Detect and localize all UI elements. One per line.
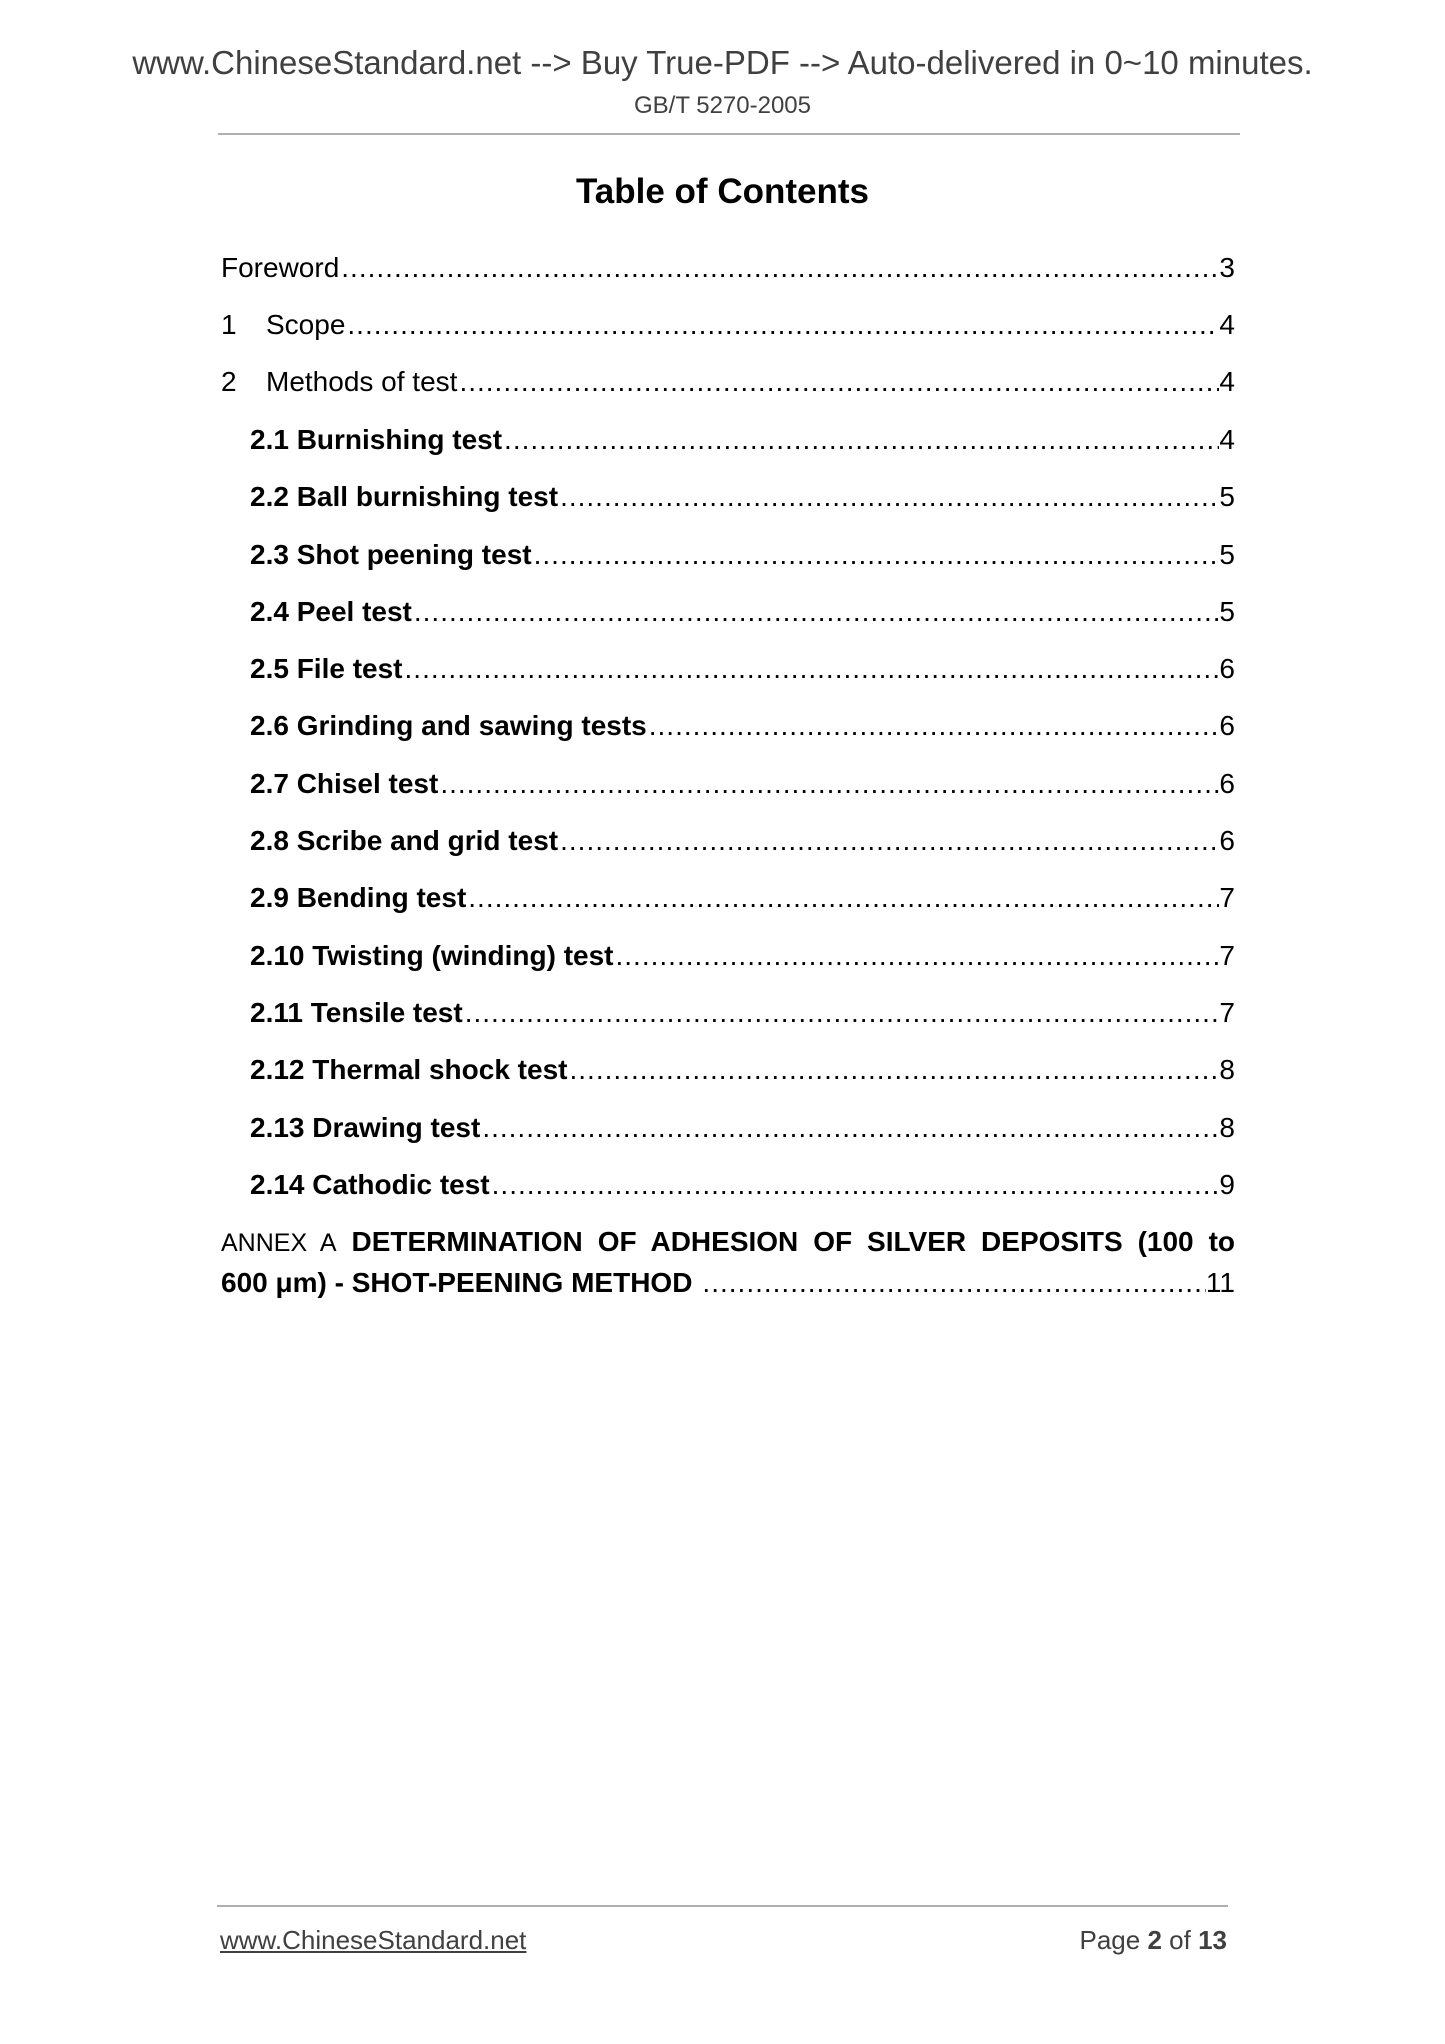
annex-title-line2: 600 μm) - SHOT-PEENING METHOD xyxy=(221,1267,693,1298)
toc-entry-label: 2.3 Shot peening test xyxy=(250,538,532,570)
footer-divider xyxy=(217,1905,1228,1907)
toc-entry-number: 2 xyxy=(221,366,237,397)
dot-leader xyxy=(440,768,1219,800)
total-pages: 13 xyxy=(1198,1925,1227,1955)
toc-entry-subsection[interactable] xyxy=(250,481,1235,521)
dot-leader xyxy=(347,309,1219,341)
dot-leader xyxy=(405,653,1220,685)
toc-entry-subsection[interactable] xyxy=(250,1169,1235,1209)
toc-entry-label: 2.9 Bending test xyxy=(250,882,467,914)
toc-entry-page: 7 xyxy=(1219,939,1235,971)
toc-entry-label: 2.2 Ball burnishing test xyxy=(250,481,559,513)
toc-entry-subsection[interactable] xyxy=(250,768,1235,808)
toc-entry-label: 2.14 Cathodic test xyxy=(250,1168,490,1200)
page-label: Page xyxy=(1079,1925,1141,1955)
page-indicator xyxy=(1079,1925,1227,1956)
toc-entry-page: 6 xyxy=(1219,825,1235,856)
toc-entry-page: 6 xyxy=(1219,710,1235,742)
toc-entry-label: 2.11 Tensile test xyxy=(250,996,463,1028)
toc-entry-subsection[interactable] xyxy=(250,596,1235,636)
toc-entry-label: 2.13 Drawing test xyxy=(250,1111,481,1143)
dot-leader xyxy=(534,539,1220,571)
toc-entry-page: 8 xyxy=(1219,1054,1235,1086)
toc-entry-label: 2.10 Twisting (winding) test xyxy=(250,939,614,971)
dot-leader xyxy=(492,1169,1220,1201)
toc-entry-page: 4 xyxy=(1219,309,1235,340)
toc-entry-label: Foreword xyxy=(221,252,340,283)
standard-code: GB/T 5270-2005 xyxy=(633,92,811,119)
dot-leader xyxy=(459,366,1219,398)
dot-leader xyxy=(468,882,1219,914)
toc-entry-subsection[interactable] xyxy=(250,1054,1235,1094)
toc-entry-page: 5 xyxy=(1219,595,1235,627)
toc-entry-label: 2.12 Thermal shock test xyxy=(250,1054,568,1086)
toc-entry-subsection[interactable] xyxy=(250,940,1235,980)
toc-entry-page: 8 xyxy=(1219,1111,1235,1143)
footer-website-link[interactable]: www.ChineseStandard.net xyxy=(220,1925,527,1955)
toc-entry-scope[interactable] xyxy=(221,309,1235,349)
dot-leader xyxy=(504,424,1219,456)
toc-entry-number: 1 xyxy=(221,309,237,340)
dot-leader xyxy=(616,940,1220,972)
toc-entry-label: Methods of test xyxy=(266,366,458,397)
toc-entry-methods-of-test[interactable] xyxy=(221,366,1235,406)
toc-entry-label: 2.5 File test xyxy=(250,653,403,685)
annex-prefix: ANNEX A xyxy=(221,1229,337,1257)
header-banner: www.ChineseStandard.net --> Buy True-PDF --> Auto-delivered in 0~10 minutes. xyxy=(132,44,1313,81)
toc-entry-subsection[interactable] xyxy=(250,710,1235,750)
toc-entry-label: 2.6 Grinding and sawing tests xyxy=(250,710,647,742)
toc-entry-page: 4 xyxy=(1219,423,1235,455)
dot-leader xyxy=(341,252,1219,284)
toc-entry-subsection[interactable] xyxy=(250,424,1235,464)
toc-entry-page: 4 xyxy=(1219,366,1235,397)
toc-entry-label: 2.1 Burnishing test xyxy=(250,423,503,455)
toc-entry-subsection[interactable] xyxy=(250,653,1235,693)
page-title: Table of Contents xyxy=(576,172,869,211)
dot-leader xyxy=(649,710,1220,742)
header-divider xyxy=(218,133,1240,135)
toc-entry-page: 5 xyxy=(1219,481,1235,513)
toc-entry-page: 5 xyxy=(1219,538,1235,570)
toc-entry-page: 11 xyxy=(1205,1267,1235,1298)
toc-entry-page: 7 xyxy=(1219,882,1235,914)
dot-leader xyxy=(465,997,1220,1029)
dot-leader xyxy=(414,596,1220,628)
dot-leader xyxy=(482,1112,1219,1144)
toc-entry-subsection[interactable] xyxy=(250,997,1235,1037)
toc-entry-page: 7 xyxy=(1219,996,1235,1028)
page-of-label: of xyxy=(1169,1925,1191,1955)
toc-entry-page: 9 xyxy=(1219,1168,1235,1200)
toc-entry-label: 2.7 Chisel test xyxy=(250,767,439,799)
toc-entry-label: 2.4 Peel test xyxy=(250,595,412,627)
toc-entry-label: Scope xyxy=(266,309,346,340)
toc-entry-subsection[interactable] xyxy=(250,825,1235,865)
current-page: 2 xyxy=(1147,1925,1162,1955)
dot-leader xyxy=(692,1263,1206,1302)
toc-entry-subsection[interactable] xyxy=(250,1112,1235,1152)
dot-leader xyxy=(569,1054,1219,1086)
toc-entry-page: 6 xyxy=(1219,767,1235,799)
dot-leader xyxy=(560,825,1219,857)
toc-entry-subsection[interactable] xyxy=(250,882,1235,922)
toc-entry-foreword[interactable] xyxy=(221,252,1235,292)
toc-entry-label: 2.8 Scribe and grid test xyxy=(250,825,559,856)
toc-entry-page: 3 xyxy=(1219,252,1235,283)
toc-entry-subsection[interactable] xyxy=(250,539,1235,579)
toc-entry-annex-a[interactable] xyxy=(221,1222,1235,1302)
toc-entry-page: 6 xyxy=(1219,653,1235,685)
dot-leader xyxy=(560,481,1219,513)
annex-title-line1: DETERMINATION OF ADHESION OF SILVER DEPOSITS (100 to xyxy=(351,1226,1236,1257)
